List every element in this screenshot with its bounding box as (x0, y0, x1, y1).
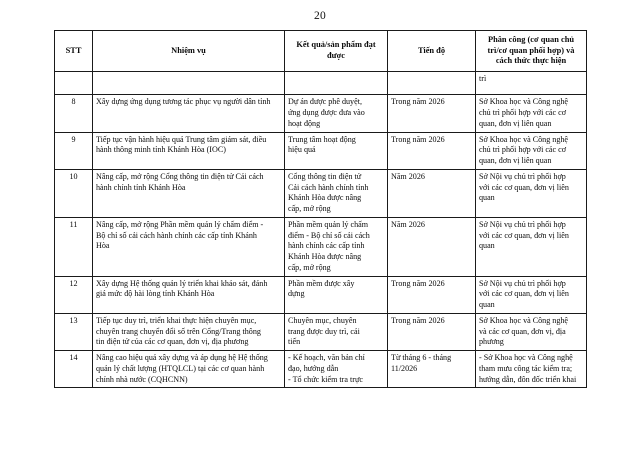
cell-progress: Trong năm 2026 (388, 132, 476, 169)
cell-assignment: Sở Nội vụ chủ trì phối hợp với các cơ quan, đơn vị liên quan (476, 169, 587, 217)
cell-task: Nâng cao hiệu quả xây dựng và áp dụng hệ Hệ thống quản lý chất lượng (HTQLCL) tại các cơ quan hành chính nhà nước (CQHCNN) (93, 351, 285, 388)
header-task: Nhiệm vụ (93, 30, 285, 72)
cell-progress: Năm 2026 (388, 169, 476, 217)
cell-assignment: Sở Khoa học và Công nghệ chủ trì phối hợp với các cơ quan, đơn vị liên quan (476, 95, 587, 132)
cell-result: Dự án được phê duyệt, ứng dụng được đưa vào hoạt động (285, 95, 388, 132)
cell-result: Trung tâm hoạt động hiệu quả (285, 132, 388, 169)
cell-stt: 14 (55, 351, 93, 388)
cell-stt: 9 (55, 132, 93, 169)
table-row (55, 95, 587, 132)
cell-assignment: trì (476, 72, 587, 95)
header-result: Kết quả/sản phẩm đạt được (285, 30, 388, 72)
cell-stt: 11 (55, 217, 93, 276)
table-header (55, 30, 587, 72)
table-row (55, 313, 587, 350)
cell-task: Xây dựng ứng dụng tương tác phục vụ người dân tỉnh (93, 95, 285, 132)
cell-assignment: Sở Nội vụ chủ trì phối hợp với các cơ quan, đơn vị liên quan (476, 217, 587, 276)
cell-progress: Từ tháng 6 - tháng 11/2026 (388, 351, 476, 388)
table-row (55, 169, 587, 217)
header-assignment: Phân công (cơ quan chủ trì/cơ quan phối hợp) và cách thức thực hiện (476, 30, 587, 72)
cell-stt: 10 (55, 169, 93, 217)
table-row (55, 217, 587, 276)
cell-assignment: - Sở Khoa học và Công nghệ tham mưu công tác kiểm tra; hướng dẫn, đôn đốc triển khai (476, 351, 587, 388)
cell-stt: 13 (55, 313, 93, 350)
table-body (55, 72, 587, 95)
cell-stt: 8 (55, 95, 93, 132)
table-row (55, 276, 587, 313)
cell-task: Nâng cấp, mở rộng Phần mềm quản lý chấm điểm - Bộ chỉ số cải cách hành chính các cấp tỉnh Khánh Hòa (93, 217, 285, 276)
header-row (55, 30, 587, 72)
header-progress: Tiến độ (388, 30, 476, 72)
cell-result: Phần mềm được xây dựng (285, 276, 388, 313)
cell-assignment: Sở Khoa học và Công nghệ chủ trì phối hợp với các cơ quan, đơn vị liên quan (476, 132, 587, 169)
cell-assignment: Sở Nội vụ chủ trì phối hợp với các cơ quan, đơn vị liên quan (476, 276, 587, 313)
page-number: 20 (314, 10, 326, 22)
table-row (55, 72, 587, 95)
header-stt: STT (55, 30, 93, 72)
table-rows (55, 95, 587, 388)
cell-stt (55, 72, 93, 95)
cell-assignment: Sở Khoa học và Công nghệ và các cơ quan, đơn vị, địa phương (476, 313, 587, 350)
cell-task: Xây dựng Hệ thống quản lý triển khai khảo sát, đánh giá mức độ hài lòng tỉnh Khánh Hòa (93, 276, 285, 313)
cell-progress: Trong năm 2026 (388, 95, 476, 132)
cell-task: Tiếp tục duy trì, triển khai thực hiện chuyên mục, chuyên trang chuyển đổi số trên Cổng/Trang thông tin điện tử của các cơ quan, đơn vị, địa phương (93, 313, 285, 350)
cell-task (93, 72, 285, 95)
cell-result: Chuyên mục, chuyên trang được duy trì, cải tiến (285, 313, 388, 350)
cell-result: Cổng thông tin điện tử Cải cách hành chính tỉnh Khánh Hòa được nâng cấp, mở rộng (285, 169, 388, 217)
cell-result (285, 72, 388, 95)
tasks-table (54, 30, 587, 389)
cell-task: Nâng cấp, mở rộng Cổng thông tin điện tử Cải cách hành chính tỉnh Khánh Hòa (93, 169, 285, 217)
cell-progress: Trong năm 2026 (388, 313, 476, 350)
cell-progress: Trong năm 2026 (388, 276, 476, 313)
cell-stt: 12 (55, 276, 93, 313)
table-row (55, 351, 587, 388)
table-container (54, 30, 586, 389)
cell-task: Tiếp tục vận hành hiệu quả Trung tâm giám sát, điều hành thông minh tỉnh Khánh Hòa (IOC) (93, 132, 285, 169)
table-row (55, 132, 587, 169)
cell-result: Phần mềm quản lý chấm điểm - Bộ chỉ số cải cách hành chính các cấp tỉnh Khánh Hòa được nâng cấp, mở rộng (285, 217, 388, 276)
cell-progress: Năm 2026 (388, 217, 476, 276)
cell-progress (388, 72, 476, 95)
cell-result: - Kế hoạch, văn bản chỉ đạo, hướng dẫn - Tổ chức kiểm tra trực (285, 351, 388, 388)
